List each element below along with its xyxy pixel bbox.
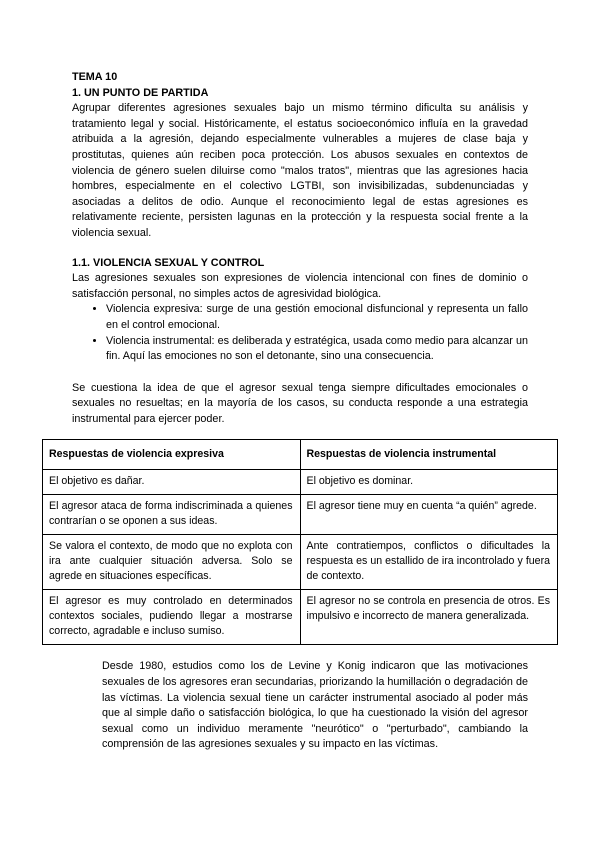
section-1-title: 1. UN PUNTO DE PARTIDA	[72, 86, 209, 99]
closing-section	[42, 659, 528, 753]
table-row	[43, 590, 558, 645]
section-1-1-paragraph: Las agresiones sexuales son expresiones de violencia intencional con fines de dominio o satisfacción personal, no simples actos de agresividad biológica.	[72, 272, 528, 300]
table-row	[43, 495, 558, 535]
table-cell: Se valora el contexto, de modo que no explota con ira ante cualquier situación adversa. Solo se agrede en situaciones específicas.	[43, 535, 301, 590]
closing-paragraph: Desde 1980, estudios como los de Levine y Konig indicaron que las motivaciones sexuales de los agresores eran secundarias, priorizando la humillación o degradación de las víctimas. La violencia sexual tiene un carácter instrumental asociado al poder más que al simple daño o satisfacción biológica, lo que ha cuestionado la visión del agresor sexual como un individuo meramente "neurótico" o "perturbado", cambiando la comprensión de las agresiones sexuales y su impacto en las víctimas.	[102, 660, 528, 751]
table-cell: El agresor tiene muy en cuenta “a quién” agrede.	[300, 495, 558, 535]
table-cell: El objetivo es dominar.	[300, 470, 558, 495]
table-cell: El agresor es muy controlado en determinados contextos sociales, pudiendo llegar a mostrarse correcto, agradable e incluso sumiso.	[43, 590, 301, 645]
document-page	[49, 70, 550, 753]
table-header-instrumental: Respuestas de violencia instrumental	[300, 440, 558, 470]
table-cell: El agresor ataca de forma indiscriminada a quienes contrarían o se oponen a sus ideas.	[43, 495, 301, 535]
list-item: • Violencia expresiva: surge de una gestión emocional disfuncional y representa un fallo en el control emocional.	[106, 302, 528, 333]
intro-paragraph: Agrupar diferentes agresiones sexuales bajo un mismo término dificulta su análisis y tratamiento legal y social. Históricamente, el estatus socioeconómico influía en la gravedad atribuida a la agresión, dejando especialmente vulnerables a mujeres de clase baja y prostitutas, quienes aún reciben poca protección. Los abusos sexuales en contextos de violencia de género suelen diluirse como "malos tratos", mientras que las agresiones hacia hombres, especialmente en el colectivo LGTBI, son invisibilizadas, subdenunciadas y asociadas a delitos de odio. Aunque el reconocimiento legal de estas agresiones es relativamente reciente, persisten lagunas en la protección y la respuesta social frente a la violencia sexual.	[72, 102, 528, 239]
comparison-table	[42, 439, 558, 645]
table-cell: El agresor no se controla en presencia de otros. Es impulsivo e incorrecto de manera generalizada.	[300, 590, 558, 645]
topic-title: TEMA 10	[72, 71, 118, 83]
table-cell: El objetivo es dañar.	[43, 470, 301, 495]
table-row	[43, 470, 558, 495]
table-cell: Ante contratiempos, conflictos o dificultades la respuesta es un estallido de ira incontrolado y fuera de contexto.	[300, 535, 558, 590]
table-header-row	[43, 440, 558, 470]
section-1-1-paragraph-2: Se cuestiona la idea de que el agresor sexual tenga siempre dificultades emocionales o sexuales no resueltas; en la mayoría de los casos, su conducta responde a una estrategia instrumental para ejercer poder.	[72, 381, 528, 425]
table-row	[43, 535, 558, 590]
list-item: • Violencia instrumental: es deliberada y estratégica, usada como medio para alcanzar un fin. Aquí las emociones no son el detonante, sino una consecuencia.	[106, 334, 528, 365]
table-header-expressive: Respuestas de violencia expresiva	[43, 440, 301, 470]
violence-types-list	[72, 302, 528, 364]
section-1-1-title: 1.1. VIOLENCIA SEXUAL Y CONTROL	[72, 256, 265, 269]
